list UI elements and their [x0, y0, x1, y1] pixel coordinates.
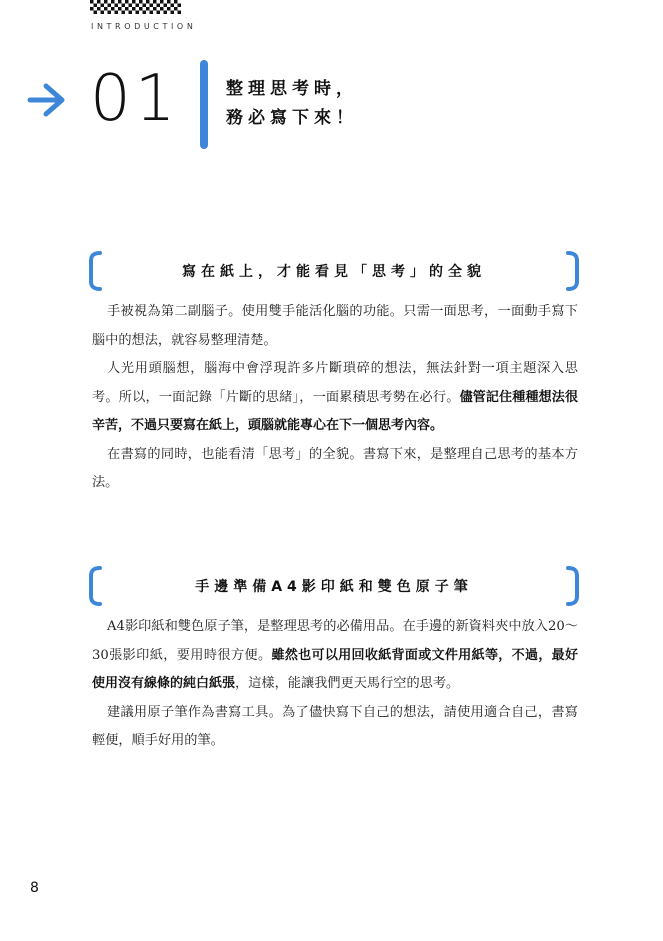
- accent-bar: [200, 60, 208, 149]
- chapter-title: [226, 75, 358, 133]
- arrow-right-icon: [26, 82, 68, 118]
- paragraph: [92, 441, 578, 498]
- emphasis-text: 雖然也可以用回收紙背面或文件用紙等，不過，最好使用沒有線條的純白紙張: [92, 647, 578, 691]
- section-heading: [88, 566, 580, 606]
- body-text: ，這樣，能讓我們更天馬行空的思考。: [235, 676, 460, 691]
- paragraph: [92, 298, 578, 355]
- section-body: [92, 298, 578, 498]
- body-text: 在書寫的同時，也能看清「思考」的全貌。書寫下來，是整理自己思考的基本方法。: [92, 446, 578, 490]
- body-text: 人光用頭腦想，腦海中會浮現許多片斷瑣碎的想法，無法針對一項主題深入思考。所以，一面記錄「片斷的思緒」，一面累積思考勢在必行。: [92, 361, 578, 405]
- chapter-number: 01: [90, 62, 180, 136]
- bracket-right-icon: [566, 251, 580, 291]
- emphasis-text: 儘管記住種種想法很辛苦，不過只要寫在紙上，頭腦就能專心在下一個思考內容。: [92, 389, 578, 433]
- chapter-title-line: 務必寫下來！: [226, 108, 358, 128]
- section-kicker: INTRODUCTION: [91, 22, 197, 31]
- paragraph: [92, 613, 578, 699]
- paragraph: [92, 355, 578, 441]
- section-title: 寫在紙上，才能看見「思考」的全貌: [182, 264, 486, 280]
- body-text: A4影印紙和雙色原子筆，是整理思考的必備用品。在手邊的新資料夾中放入20～30張影印紙，要用時很方便。: [92, 619, 578, 663]
- paragraph: [92, 699, 578, 756]
- section-body: [92, 613, 578, 756]
- section-heading: [88, 251, 580, 291]
- body-text: 手被視為第二副腦子。使用雙手能活化腦的功能。只需一面思考，一面動手寫下腦中的想法，就容易整理清楚。: [92, 304, 578, 348]
- checker-pattern: [90, 0, 182, 14]
- chapter-title-line: 整理思考時，: [226, 79, 358, 99]
- page-number: 8: [30, 880, 39, 896]
- bracket-right-icon: [566, 566, 580, 606]
- body-text: 建議用原子筆作為書寫工具。為了儘快寫下自己的想法，請使用適合自己，書寫輕便，順手好用的筆。: [92, 704, 578, 748]
- section-title: 手邊準備A4影印紙和雙色原子筆: [195, 579, 473, 595]
